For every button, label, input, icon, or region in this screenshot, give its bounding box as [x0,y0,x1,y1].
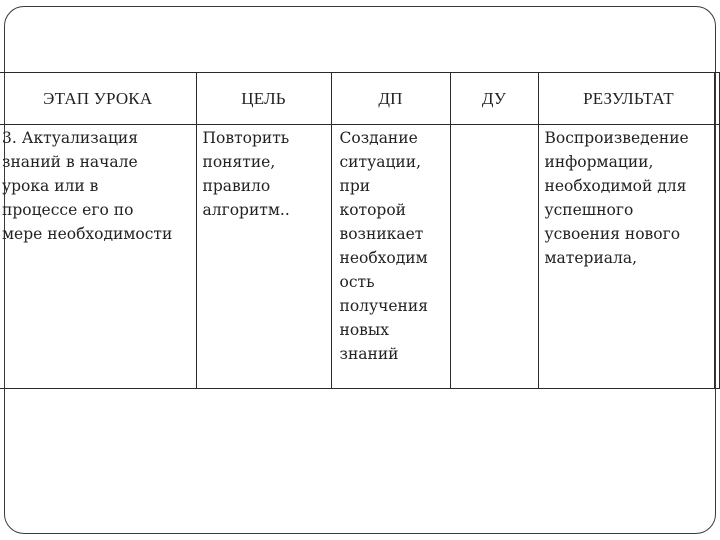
cell-result [538,125,719,389]
header-result: РЕЗУЛЬТАТ [538,73,719,125]
header-goal: ЦЕЛЬ [196,73,331,125]
header-dp: ДП [331,73,450,125]
lesson-stage-table [0,72,720,389]
table-row [0,125,719,389]
table-header-row [0,73,719,125]
result-text: Воспроизведение информации, необходимой для успешного усвоения нового материала, [544,129,689,267]
stage-text: 3. Актуализация знаний в начале урока или в процессе его по мере необходимости [2,129,173,243]
goal-text: Повторить понятие, правило алгоритм.. [202,129,290,219]
header-du: ДУ [450,73,538,125]
table-right-edge [714,72,720,389]
du-text [451,125,538,126]
cell-dp [331,125,450,389]
cell-stage [0,125,196,389]
cell-goal [196,125,331,389]
cell-du [450,125,538,389]
header-stage: ЭТАП УРОКА [0,73,196,125]
dp-text: Создание ситуации, при которой возникает необходим ость получения новых знаний [339,129,428,363]
